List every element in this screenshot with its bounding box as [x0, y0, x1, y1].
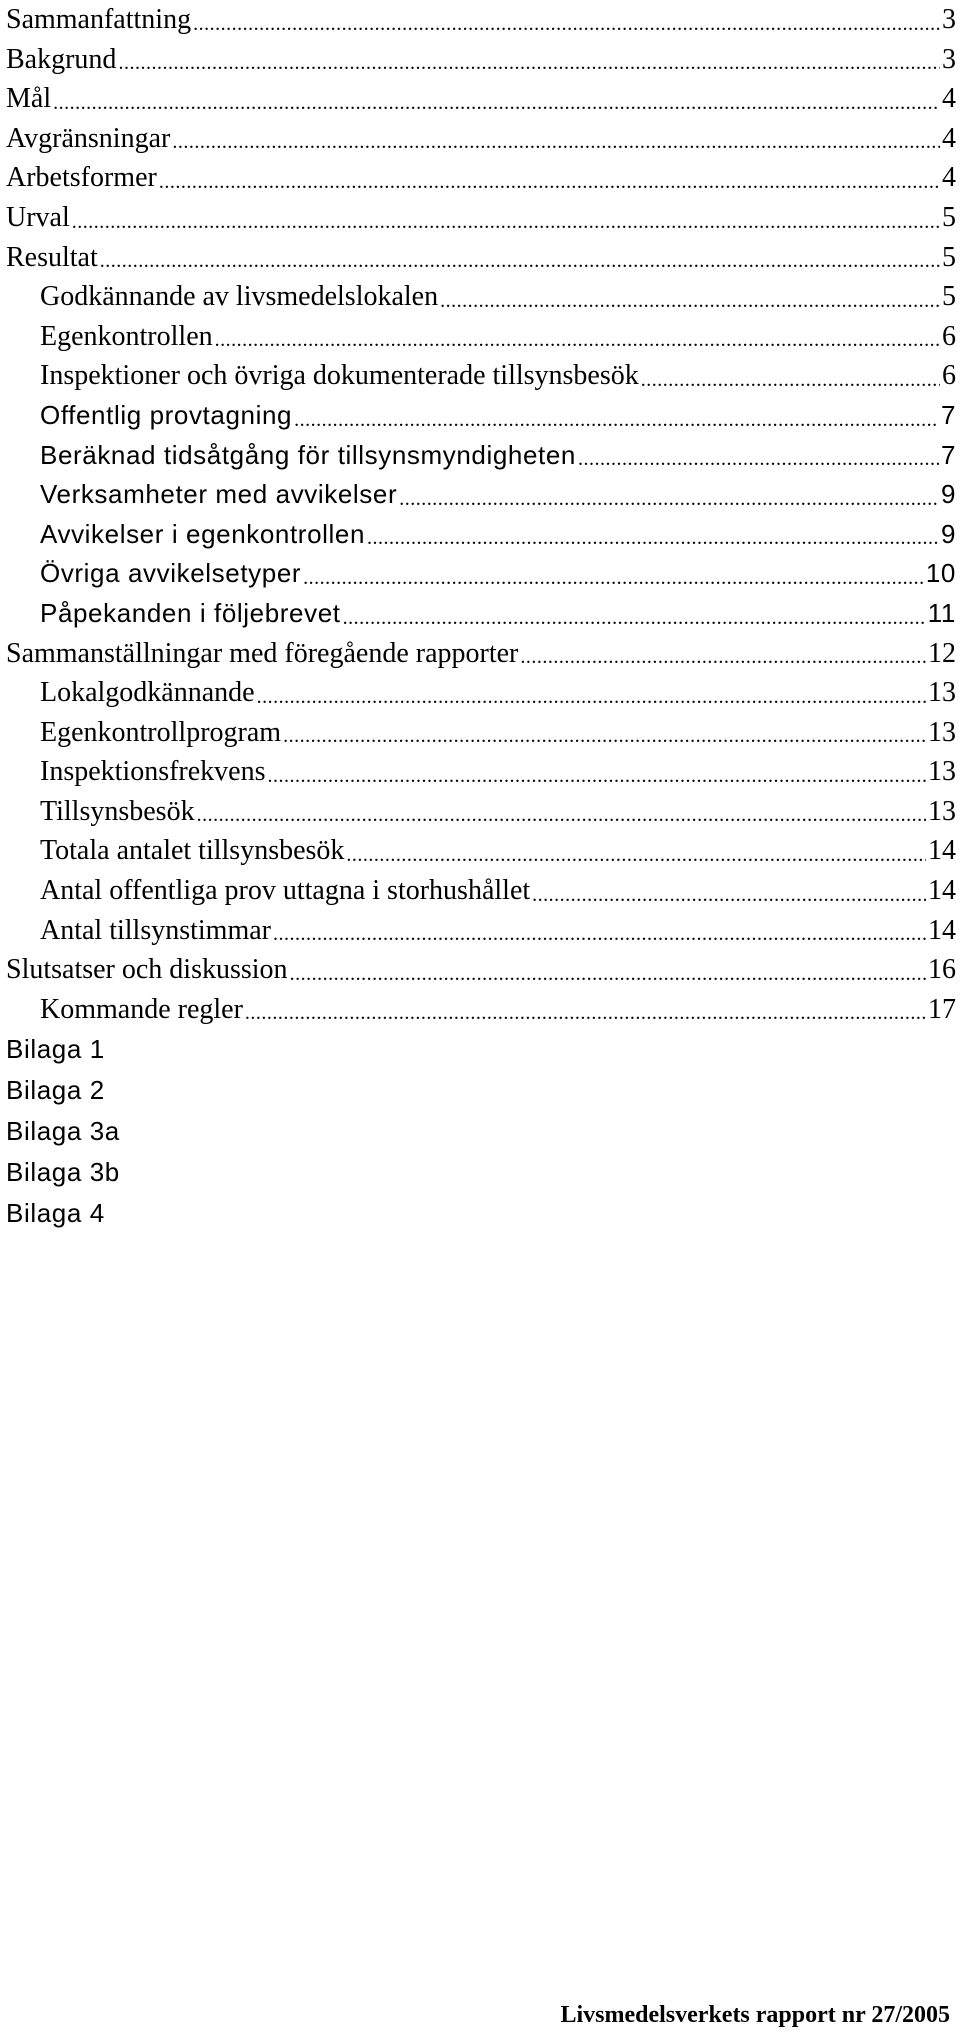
toc-dot-leader [118, 40, 940, 80]
toc-entry-page-number: 3 [942, 43, 956, 75]
toc-entry[interactable] [6, 396, 956, 436]
toc-entry-page-number: 6 [942, 320, 956, 352]
toc-appendix-title: Bilaga 3b [6, 1157, 120, 1188]
toc-entry-title: Sammanfattning [6, 4, 192, 35]
toc-entry-title: Resultat [6, 241, 98, 273]
toc-entry-title: Kommande regler [40, 993, 243, 1025]
toc-entry-page-number: 7 [940, 439, 956, 470]
toc-entry[interactable] [6, 911, 956, 951]
toc-entry-page-number: 9 [940, 479, 956, 510]
toc-entry-page-number: 13 [928, 795, 956, 827]
table-of-contents [6, 0, 956, 1234]
toc-entry[interactable] [6, 158, 956, 198]
toc-entry[interactable] [6, 792, 956, 832]
toc-entry-title: Egenkontrollen [40, 320, 213, 352]
toc-appendix-entry[interactable] [6, 1111, 956, 1152]
toc-entry-title: Egenkontrollprogram [40, 716, 282, 748]
toc-entry[interactable] [6, 515, 956, 555]
toc-dot-leader [159, 158, 940, 198]
toc-dot-leader [273, 911, 926, 951]
toc-entry[interactable] [6, 79, 956, 119]
toc-appendix-entry[interactable] [6, 1029, 956, 1070]
toc-entry-title: Påpekanden i följebrevet [40, 597, 341, 628]
toc-entry-page-number: 3 [942, 4, 956, 35]
toc-dot-leader [257, 673, 926, 713]
toc-entry-title: Sammanställningar med föregående rapporter [6, 637, 519, 669]
toc-dot-leader [520, 634, 926, 674]
toc-entry-title: Beräknad tidsåtgång för tillsynsmyndigheten [40, 439, 576, 470]
toc-appendix-title: Bilaga 4 [6, 1198, 105, 1229]
toc-entry-page-number: 10 [925, 558, 956, 589]
toc-entry-title: Tillsynsbesök [40, 795, 195, 827]
toc-entry-page-number: 4 [942, 122, 956, 154]
toc-dot-leader [641, 356, 940, 396]
toc-entry[interactable] [6, 436, 956, 476]
toc-entry[interactable] [6, 990, 956, 1030]
toc-entry-page-number: 4 [942, 162, 956, 194]
toc-entry-title: Avgränsningar [6, 122, 171, 154]
toc-entry[interactable] [6, 198, 956, 238]
toc-entry-page-number: 14 [928, 914, 956, 946]
toc-entry-title: Totala antalet tillsynsbesök [40, 835, 345, 867]
toc-dot-leader [343, 594, 926, 634]
toc-entry-title: Slutsatser och diskussion [6, 954, 288, 986]
toc-entry-title: Antal offentliga prov uttagna i storhushållet [40, 875, 531, 907]
toc-entry[interactable] [6, 238, 956, 278]
toc-entry-title: Avvikelser i egenkontrollen [40, 518, 366, 549]
toc-entry-page-number: 5 [942, 281, 956, 313]
toc-entry-title: Verksamheter med avvikelser [40, 479, 398, 510]
toc-dot-leader [53, 79, 940, 119]
toc-dot-leader [193, 0, 940, 40]
toc-entry[interactable] [6, 317, 956, 357]
toc-entry-page-number: 7 [940, 399, 956, 430]
toc-entry[interactable] [6, 277, 956, 317]
toc-entry[interactable] [6, 634, 956, 674]
toc-entry-title: Bakgrund [6, 43, 117, 75]
toc-entry[interactable] [6, 950, 956, 990]
toc-entry[interactable] [6, 475, 956, 515]
toc-entry[interactable] [6, 0, 956, 40]
toc-appendix-title: Bilaga 1 [6, 1034, 105, 1065]
toc-entry-title: Godkännande av livsmedelslokalen [40, 281, 439, 313]
toc-dot-leader [72, 198, 940, 238]
toc-entry-page-number: 17 [928, 993, 956, 1025]
toc-dot-leader [197, 792, 926, 832]
toc-appendix-entry[interactable] [6, 1152, 956, 1193]
toc-entry-title: Mål [6, 83, 52, 115]
page-footer: Livsmedelsverkets rapport nr 27/2005 [560, 2002, 950, 2028]
toc-entry-page-number: 4 [942, 83, 956, 115]
toc-entry[interactable] [6, 713, 956, 753]
toc-entry-page-number: 9 [940, 518, 956, 549]
toc-dot-leader [303, 554, 924, 594]
toc-dot-leader [367, 515, 939, 555]
toc-entry-title: Lokalgodkännande [40, 677, 255, 709]
toc-entry[interactable] [6, 40, 956, 80]
toc-entry-page-number: 16 [928, 954, 956, 986]
toc-dot-leader [578, 436, 939, 476]
toc-entry-title: Offentlig provtagning [40, 399, 293, 430]
toc-entry-title: Inspektionsfrekvens [40, 756, 266, 788]
toc-entry-page-number: 14 [928, 875, 956, 907]
toc-dot-leader [440, 277, 940, 317]
toc-dot-leader [215, 317, 940, 357]
toc-entry-page-number: 5 [942, 201, 956, 233]
toc-dot-leader [268, 752, 926, 792]
toc-entry-page-number: 11 [927, 597, 956, 628]
toc-entry-title: Övriga avvikelsetyper [40, 558, 302, 589]
toc-dot-leader [283, 713, 926, 753]
toc-entry-title: Antal tillsynstimmar [40, 914, 271, 946]
toc-appendix-title: Bilaga 2 [6, 1075, 105, 1106]
toc-dot-leader [172, 119, 940, 159]
toc-entry-page-number: 12 [928, 637, 956, 669]
toc-entry-page-number: 13 [928, 756, 956, 788]
toc-dot-leader [100, 238, 940, 278]
toc-entry-page-number: 14 [928, 835, 956, 867]
toc-dot-leader [399, 475, 939, 515]
toc-appendix-entry[interactable] [6, 1070, 956, 1111]
toc-entry-title: Arbetsformer [6, 162, 157, 194]
toc-dot-leader [245, 990, 926, 1030]
toc-dot-leader [346, 831, 926, 871]
toc-dot-leader [294, 396, 939, 436]
toc-entry[interactable] [6, 871, 956, 911]
toc-entry-page-number: 5 [942, 241, 956, 273]
toc-entry[interactable] [6, 673, 956, 713]
toc-dot-leader [290, 950, 926, 990]
toc-entry[interactable] [6, 119, 956, 159]
toc-entry-title: Inspektioner och övriga dokumenterade tillsynsbesök [40, 360, 639, 392]
toc-entry[interactable] [6, 594, 956, 634]
toc-entry-page-number: 13 [928, 677, 956, 709]
toc-appendix-title: Bilaga 3a [6, 1116, 120, 1147]
toc-entry[interactable] [6, 356, 956, 396]
toc-entry-title: Urval [6, 201, 70, 233]
toc-entry-page-number: 13 [928, 716, 956, 748]
toc-entry-page-number: 6 [942, 360, 956, 392]
toc-dot-leader [532, 871, 926, 911]
toc-entry[interactable] [6, 752, 956, 792]
toc-entry[interactable] [6, 554, 956, 594]
toc-entry[interactable] [6, 831, 956, 871]
toc-appendix-entry[interactable] [6, 1193, 956, 1234]
